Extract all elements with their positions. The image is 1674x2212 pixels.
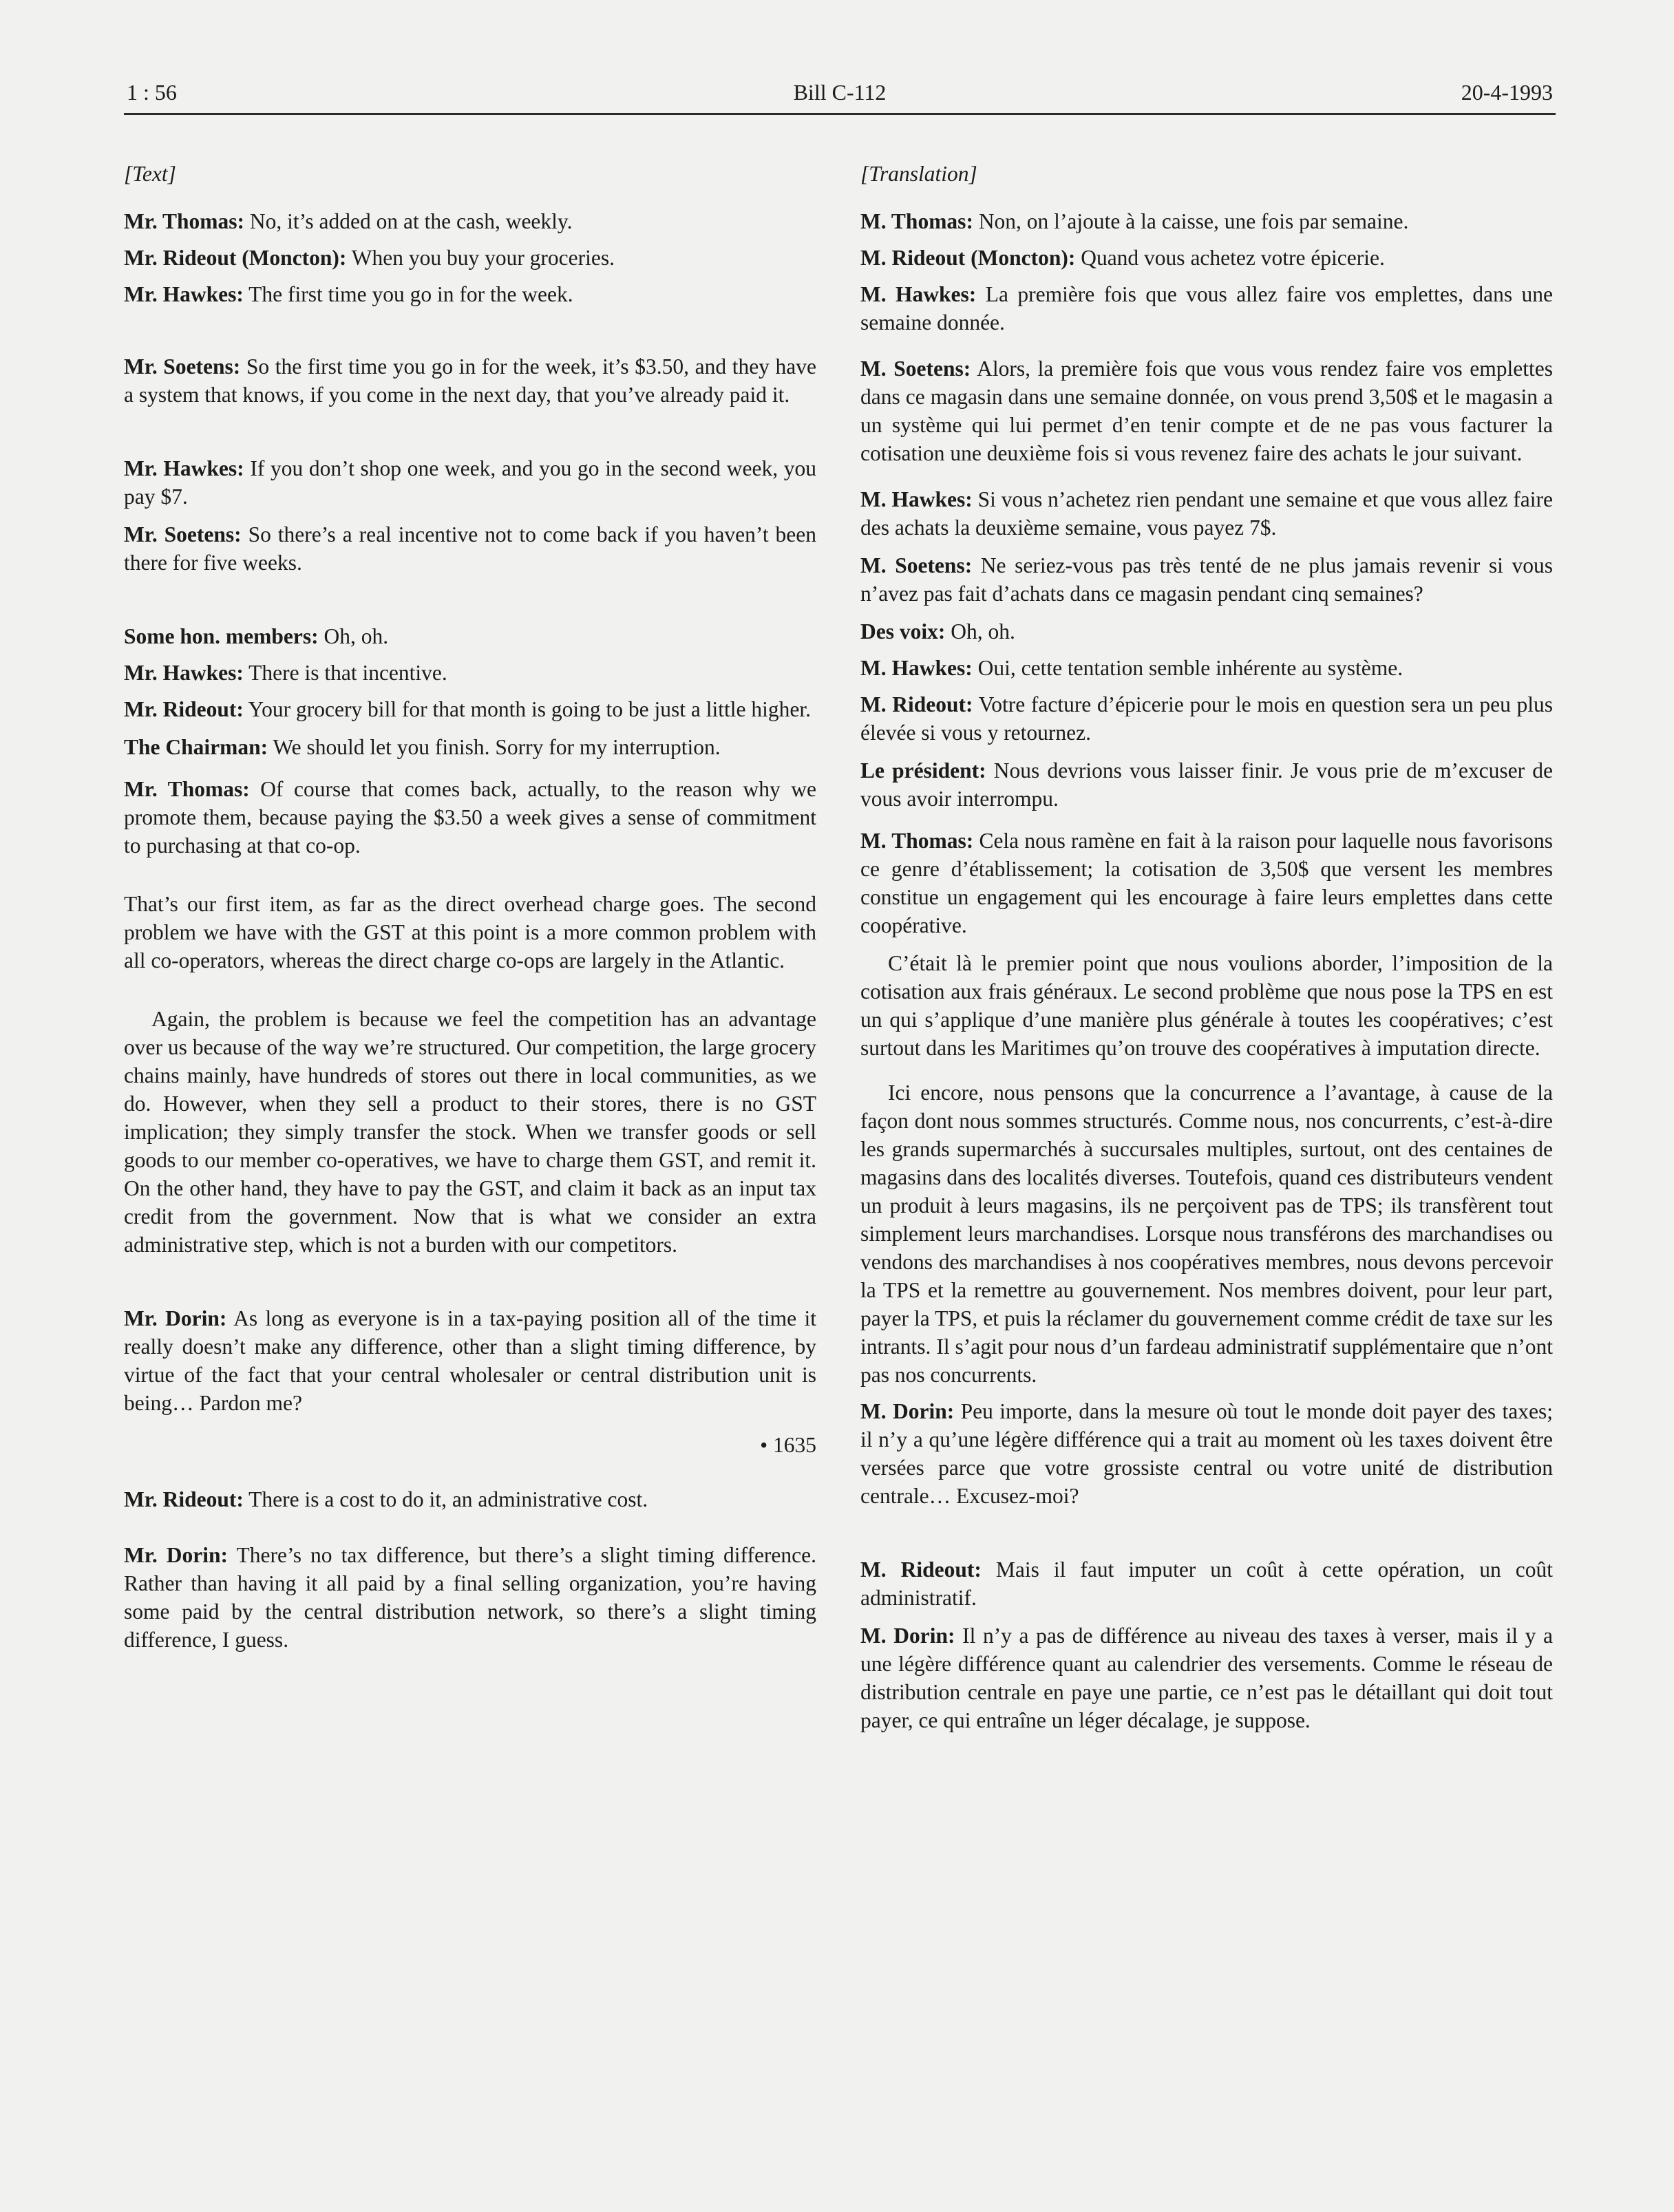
- speech: Cela nous ramène en fait à la raison pour laquelle nous favorisons ce genre d’établissement; la cotisation de 3,50$ que versent les membres constitue un engagement qui les encourage à faire leurs emplettes dans cette coopérative.: [860, 829, 1553, 937]
- speech: Il n’y a pas de différence au niveau des taxes à verser, mais il y a une légère différence quant au calendrier des versements. Comme le réseau de distribution centrale en paye une partie, ce n’est pas le détaillant qui doit tout payer, ce qui entraîne un léger décalage, je suppose.: [860, 1624, 1553, 1732]
- paragraph: [860, 827, 1553, 939]
- paragraph: [860, 485, 1553, 542]
- paragraph: [860, 354, 1553, 467]
- speaker: M. Soetens:: [860, 357, 971, 381]
- text-label: [Text]: [124, 162, 176, 186]
- paragraph: [860, 690, 1553, 747]
- paragraph: [124, 520, 816, 577]
- speech: The first time you go in for the week.: [243, 282, 573, 306]
- speech: Non, on l’ajoute à la caisse, une fois par semaine.: [973, 209, 1409, 233]
- speech: Your grocery bill for that month is going to be just a little higher.: [243, 697, 811, 721]
- speaker: M. Rideout:: [860, 692, 973, 716]
- speech: As long as everyone is in a tax-paying position all of the time it really doesn’t make any difference, other than a slight timing difference, by virtue of the fact that your central wholesaler or central distribution unit is being… Pardon me?: [124, 1306, 816, 1415]
- paragraph: [860, 1078, 1553, 1389]
- speech: Again, the problem is because we feel the competition has an advantage over us because of the way we’re structured. Our competition, the large grocery chains mainly, have hundreds of stores out there in local communities, as we do. However, when they sell a product to their stores, there is no GST implication; they simply transfer the stock. When we transfer goods or sell goods to our member co-operatives, we have to charge them GST, and remit it. On the other hand, they have to pay the GST, and claim it back as an input tax credit from the government. Now that is what we consider an extra administrative step, which is not a burden with our competitors.: [124, 1007, 816, 1257]
- speech: La première fois que vous allez faire vos emplettes, dans une semaine donnée.: [860, 282, 1554, 334]
- speaker: Mr. Thomas:: [124, 209, 245, 233]
- paragraph: [124, 775, 816, 860]
- english-column: [124, 160, 816, 1654]
- paragraph: [860, 756, 1553, 813]
- paragraph: [124, 622, 816, 650]
- speech: Votre facture d’épicerie pour le mois en question sera un peu plus élevée si vous y retournez.: [860, 692, 1553, 745]
- speaker: Mr. Hawkes:: [124, 282, 244, 306]
- speech: There is a cost to do it, an administrative cost.: [243, 1487, 648, 1511]
- speaker: M. Thomas:: [860, 829, 974, 853]
- speaker: Mr. Dorin:: [124, 1543, 229, 1567]
- speech: That’s our first item, as far as the direct overhead charge goes. The second problem we have with the GST at this point is a more common problem with all co-operators, whereas the direct charge co-ops are largely in the Atlantic.: [124, 892, 816, 972]
- paragraph: [860, 551, 1553, 608]
- speech: We should let you finish. Sorry for my interruption.: [268, 735, 721, 759]
- speaker: M. Hawkes:: [860, 487, 973, 511]
- paragraph: [860, 949, 1553, 1062]
- speech: Peu importe, dans la mesure où tout le monde doit payer des taxes; il n’y a qu’une légère différence qui a trait au moment où les taxes doivent être versées parce que votre grossiste central ou votre unité de distribution centrale… Excusez-moi?: [860, 1399, 1553, 1508]
- speaker: M. Hawkes:: [860, 282, 977, 306]
- speech: Oh, oh.: [945, 619, 1015, 644]
- paragraph: [124, 659, 816, 687]
- speech: Ne seriez-vous pas très tenté de ne plus jamais revenir si vous n’avez pas fait d’achats dans ce magasin pendant cinq semaines?: [860, 553, 1553, 606]
- speaker: M. Dorin:: [860, 1624, 955, 1648]
- speech: When you buy your groceries.: [346, 246, 615, 270]
- speaker: Mr. Rideout:: [124, 697, 244, 721]
- speaker: Some hon. members:: [124, 624, 319, 648]
- paragraph: [860, 207, 1553, 235]
- time-marker: • 1635: [760, 1433, 816, 1457]
- paragraph: [124, 280, 816, 308]
- speech: Of course that comes back, actually, to the reason why we promote them, because paying the $3.50 a week gives a sense of commitment to purchasing at that co-op.: [124, 777, 816, 858]
- paragraph: [124, 1485, 816, 1513]
- paragraph: [124, 1005, 816, 1259]
- speaker: M. Dorin:: [860, 1399, 955, 1423]
- paragraph: [124, 1304, 816, 1417]
- speaker: Le président:: [860, 758, 986, 783]
- speech: Oui, cette tentation semble inhérente au système.: [972, 656, 1403, 680]
- paragraph: [860, 280, 1553, 337]
- paragraph: [124, 1541, 816, 1654]
- header-date: 20-4-1993: [1461, 80, 1553, 105]
- paragraph: [860, 1621, 1553, 1734]
- speech: So the first time you go in for the week, it’s $3.50, and they have a system that knows, if you come in the next day, that you’ve already paid it.: [124, 354, 816, 407]
- translation-label: [Translation]: [860, 162, 977, 186]
- speaker: The Chairman:: [124, 735, 268, 759]
- page-number: 1 : 56: [127, 80, 177, 105]
- paragraph: [124, 733, 816, 761]
- speaker: Mr. Thomas:: [124, 777, 250, 801]
- french-column: [860, 160, 1553, 1734]
- speaker: Mr. Dorin:: [124, 1306, 227, 1330]
- speech: Nous devrions vous laisser finir. Je vous prie de m’excuser de vous avoir interrompu.: [860, 758, 1553, 811]
- paragraph: [860, 244, 1553, 272]
- speaker: Mr. Rideout:: [124, 1487, 244, 1511]
- paragraph: [860, 1397, 1553, 1510]
- speaker: Des voix:: [860, 619, 946, 644]
- speaker: M. Soetens:: [860, 553, 973, 577]
- speech: Alors, la première fois que vous vous rendez faire vos emplettes dans ce magasin dans une semaine donnée, on vous prend 3,50$ et le magasin a un système qui lui permet d’en tenir compte et de ne pas vous facturer la cotisation une deuxième fois si vous revenez faire des achats le jour suivant.: [860, 357, 1553, 465]
- speaker: M. Hawkes:: [860, 656, 973, 680]
- speech: There is that incentive.: [243, 661, 447, 685]
- speaker: M. Rideout (Moncton):: [860, 246, 1076, 270]
- speaker: Mr. Soetens:: [124, 354, 241, 379]
- paragraph: [124, 695, 816, 723]
- speech: Si vous n’achetez rien pendant une semaine et que vous allez faire des achats la deuxième semaine, vous payez 7$.: [860, 487, 1553, 540]
- paragraph: [124, 352, 816, 409]
- speech: If you don’t shop one week, and you go in the second week, you pay $7.: [124, 456, 817, 509]
- speech: Mais il faut imputer un coût à cette opération, un coût administratif.: [860, 1557, 1553, 1610]
- speech: Ici encore, nous pensons que la concurrence a l’avantage, à cause de la façon dont nous sommes structurés. Comme nous, nos concurrents, c’est-à-dire les grands supermarchés à succursales multiples, surtout, ont des centaines de magasins dans des localités diverses. Toutefois, quand ces distributeurs vendent un produit à leurs magasins, ils ne perçoivent pas de TPS; ils transfèrent tout simplement leurs marchandises. Lorsque nous transférons des marchandises ou vendons des marchandises à nos coopératives membres, nous devons percevoir la TPS et la remettre au gouvernement. Nos membres doivent, pour leur part, payer la TPS, et puis la réclamer du gouvernement comme crédit de taxe sur les intrants. Il s’agit pour nous d’un fardeau administratif supplémentaire que n’ont pas nos concurrents.: [860, 1081, 1553, 1387]
- speech: Oh, oh.: [318, 624, 389, 648]
- speaker: M. Rideout:: [860, 1557, 982, 1582]
- paragraph: [124, 890, 816, 975]
- speech: So there’s a real incentive not to come back if you haven’t been there for five weeks.: [124, 522, 816, 575]
- speech: C’était là le premier point que nous voulions aborder, l’imposition de la cotisation aux frais généraux. Le second problème que nous pose la TPS en est un qui s’applique d’une manière plus générale à toutes les coopératives; c’est surtout dans les Maritimes qu’on trouve des coopératives à imputation directe.: [860, 951, 1553, 1060]
- paragraph: [860, 1555, 1553, 1612]
- paragraph: [124, 454, 816, 511]
- paragraph: [860, 617, 1553, 646]
- speaker: Mr. Soetens:: [124, 522, 242, 546]
- speech: No, it’s added on at the cash, weekly.: [244, 209, 573, 233]
- speaker: Mr. Rideout (Moncton):: [124, 246, 347, 270]
- paragraph: [124, 244, 816, 272]
- page-header: [124, 77, 1556, 115]
- speaker: Mr. Hawkes:: [124, 456, 244, 480]
- speech: There’s no tax difference, but there’s a slight timing difference. Rather than having it all paid by a final selling organization, you’re having some paid by the central distribution network, so there’s a slight timing difference, I guess.: [124, 1543, 816, 1652]
- speech: Quand vous achetez votre épicerie.: [1075, 246, 1385, 270]
- paragraph: [860, 654, 1553, 682]
- bill-title: Bill C-112: [793, 80, 887, 105]
- speaker: M. Thomas:: [860, 209, 973, 233]
- paragraph: [124, 207, 816, 235]
- speaker: Mr. Hawkes:: [124, 661, 244, 685]
